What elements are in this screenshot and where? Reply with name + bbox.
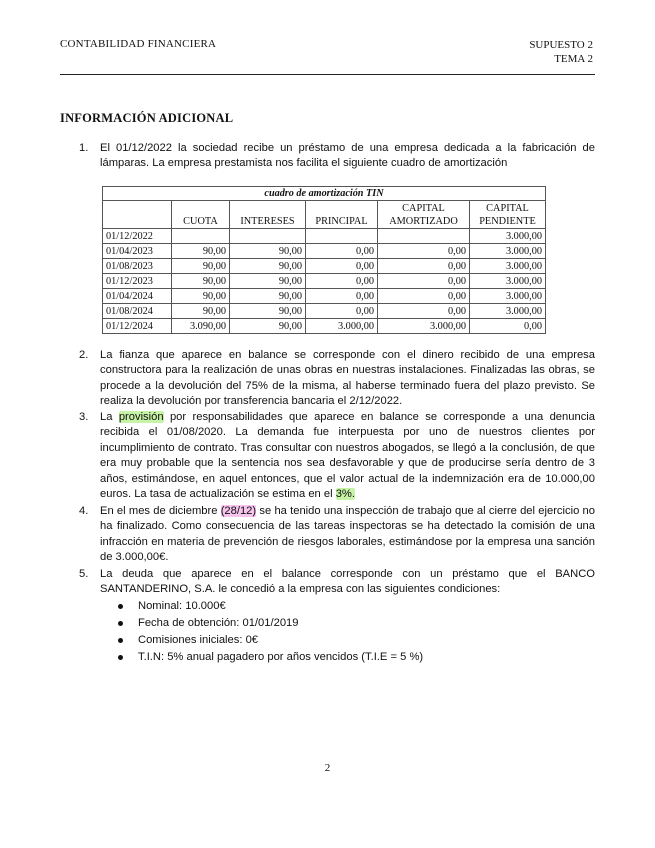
- table-cell: 90,00: [230, 244, 306, 259]
- table-cell: 3.000,00: [306, 319, 378, 334]
- table-body: [103, 229, 546, 334]
- table-cell: 0,00: [378, 274, 470, 289]
- table-cell: 3.000,00: [470, 259, 546, 274]
- header-divider: [60, 74, 595, 75]
- list-item-3: [79, 410, 595, 502]
- row-date-cell: 01/08/2023: [103, 259, 172, 274]
- header-tema: TEMA 2: [554, 53, 593, 65]
- amortization-table: [102, 186, 546, 334]
- condition-item: [118, 615, 423, 632]
- column-header: [378, 201, 470, 229]
- table-cell: 90,00: [230, 274, 306, 289]
- condition-item: [118, 649, 423, 666]
- header-title: CONTABILIDAD FINANCIERA: [60, 38, 217, 50]
- page-number: 2: [324, 762, 331, 774]
- highlight-rate: 3%.: [335, 488, 355, 501]
- table-cell: 90,00: [172, 259, 230, 274]
- list-item-text: La fianza que aparece en balance se corresponde con el dinero recibido de una empresa constructora para la realización de unas obras en nuestras instalaciones. Finalizadas las obras, se procede a la devolución del 75% de la misma, al haberse terminado fuera del plazo previsto. Se realiza la devolución por transferencia bancaria el 2/12/2022.: [100, 349, 595, 408]
- table-cell: 3.000,00: [378, 319, 470, 334]
- list-item-1: [79, 141, 595, 172]
- bullet-icon: [118, 638, 123, 643]
- table-row: [103, 319, 546, 334]
- table-cell: 90,00: [172, 289, 230, 304]
- table-cell: [230, 229, 306, 244]
- text-run: por responsabilidades que aparece en balance se corresponde a una denuncia recibida el 01/08/2020. La demanda fue interpuesta por uno de nuestros clientes por incumplimiento de contrato. Tras consultar con nuestros abogados, se llegó a la conclusión, de que era muy probable que la sentencia nos sea desfavorable y que de producirse sería dentro de 3 años, estimándose, en aquel entonces, que el valor actual de la indemnización era de 10.000,00 euros. La tasa de actualización se estima en el: [100, 411, 595, 501]
- table-row: [103, 259, 546, 274]
- condition-text: Nominal: 10.000€: [138, 600, 226, 612]
- list-item-text: La deuda que aparece en el balance corresponde con un préstamo que el BANCO SANTANDERINO, S.A. le concedió a la empresa con las siguientes condiciones:: [100, 568, 595, 596]
- table-cell: 90,00: [230, 289, 306, 304]
- table-cell: 0,00: [306, 244, 378, 259]
- table-cell: [306, 229, 378, 244]
- table-row: [103, 274, 546, 289]
- table-cell: 3.000,00: [470, 304, 546, 319]
- bullet-icon: [118, 604, 123, 609]
- table-cell: 3.000,00: [470, 289, 546, 304]
- table-cell: 90,00: [172, 244, 230, 259]
- bullet-icon: [118, 655, 123, 660]
- table-cell: 0,00: [306, 289, 378, 304]
- row-date-cell: 01/04/2023: [103, 244, 172, 259]
- column-header: INTERESES: [230, 201, 306, 229]
- table-cell: 90,00: [172, 274, 230, 289]
- list-item-2: [79, 348, 595, 410]
- section-title: INFORMACIÓN ADICIONAL: [60, 111, 234, 125]
- table-cell: 90,00: [172, 304, 230, 319]
- table-cell: 3.000,00: [470, 244, 546, 259]
- column-header-line: AMORTIZADO: [389, 216, 458, 227]
- table-cell: 3.000,00: [470, 229, 546, 244]
- highlight-provision: provisión: [118, 411, 164, 423]
- condition-text: Comisiones iniciales: 0€: [138, 634, 259, 646]
- table-cell: 3.000,00: [470, 274, 546, 289]
- row-date-cell: 01/08/2024: [103, 304, 172, 319]
- table-row: [103, 229, 546, 244]
- highlight-date: (28/12): [220, 505, 257, 517]
- list-item-number: 3.: [79, 411, 89, 423]
- column-header-line: CAPITAL: [402, 203, 445, 214]
- condition-text: T.I.N: 5% anual pagadero por años vencidos (T.I.E = 5 %): [138, 651, 424, 663]
- list-item-number: 4.: [79, 505, 89, 517]
- table-cell: 0,00: [378, 259, 470, 274]
- row-date-cell: 01/12/2024: [103, 319, 172, 334]
- table-row: [103, 244, 546, 259]
- table-caption: cuadro de amortización TIN: [103, 187, 546, 201]
- column-header: [103, 201, 172, 229]
- header-case: [529, 38, 593, 66]
- list-item-number: 2.: [79, 349, 89, 361]
- list-item-number: 5.: [79, 568, 89, 580]
- bullet-icon: [118, 621, 123, 626]
- table-row: [103, 304, 546, 319]
- text-run: En el mes de diciembre: [100, 505, 221, 517]
- list-item-number: 1.: [79, 142, 89, 154]
- table-cell: 0,00: [378, 304, 470, 319]
- list-item-5: [79, 567, 595, 598]
- condition-item: [118, 598, 423, 615]
- table-cell: 3.090,00: [172, 319, 230, 334]
- list-item-text: El 01/12/2022 la sociedad recibe un préstamo de una empresa dedicada a la fabricación de lámparas. La empresa prestamista nos facilita el siguiente cuadro de amortización: [100, 142, 595, 170]
- condition-item: [118, 632, 423, 649]
- list-item-text: [100, 410, 595, 502]
- column-header: [470, 201, 546, 229]
- row-date-cell: 01/04/2024: [103, 289, 172, 304]
- table-cell: 90,00: [230, 259, 306, 274]
- table-cell: [378, 229, 470, 244]
- table-cell: 90,00: [230, 304, 306, 319]
- condition-text: Fecha de obtención: 01/01/2019: [138, 617, 299, 629]
- table-cell: 0,00: [378, 289, 470, 304]
- header-supuesto: SUPUESTO 2: [529, 39, 593, 51]
- table-cell: 0,00: [306, 274, 378, 289]
- table-cell: 0,00: [470, 319, 546, 334]
- loan-conditions-list: [118, 598, 423, 666]
- table-cell: 0,00: [378, 244, 470, 259]
- column-header-line: CAPITAL: [486, 203, 529, 214]
- table-row: [103, 289, 546, 304]
- list-item-4: [79, 504, 595, 566]
- row-date-cell: 01/12/2022: [103, 229, 172, 244]
- column-header: CUOTA: [172, 201, 230, 229]
- table-cell: 0,00: [306, 304, 378, 319]
- row-date-cell: 01/12/2023: [103, 274, 172, 289]
- column-header: PRINCIPAL: [306, 201, 378, 229]
- table-cell: 0,00: [306, 259, 378, 274]
- table-cell: [172, 229, 230, 244]
- table-cell: 90,00: [230, 319, 306, 334]
- list-item-text: [100, 504, 595, 566]
- text-run: se ha tenido una inspección de trabajo que al cierre del ejercicio no ha finalizado. Como consecuencia de las tareas inspectoras se ha detectado la comisión de una infracción en materia de prevención de riesgos laborales, estimándose por la empresa una sanción de 3.000,00€.: [100, 505, 595, 564]
- column-header-line: PENDIENTE: [479, 216, 536, 227]
- text-run: La: [100, 411, 119, 423]
